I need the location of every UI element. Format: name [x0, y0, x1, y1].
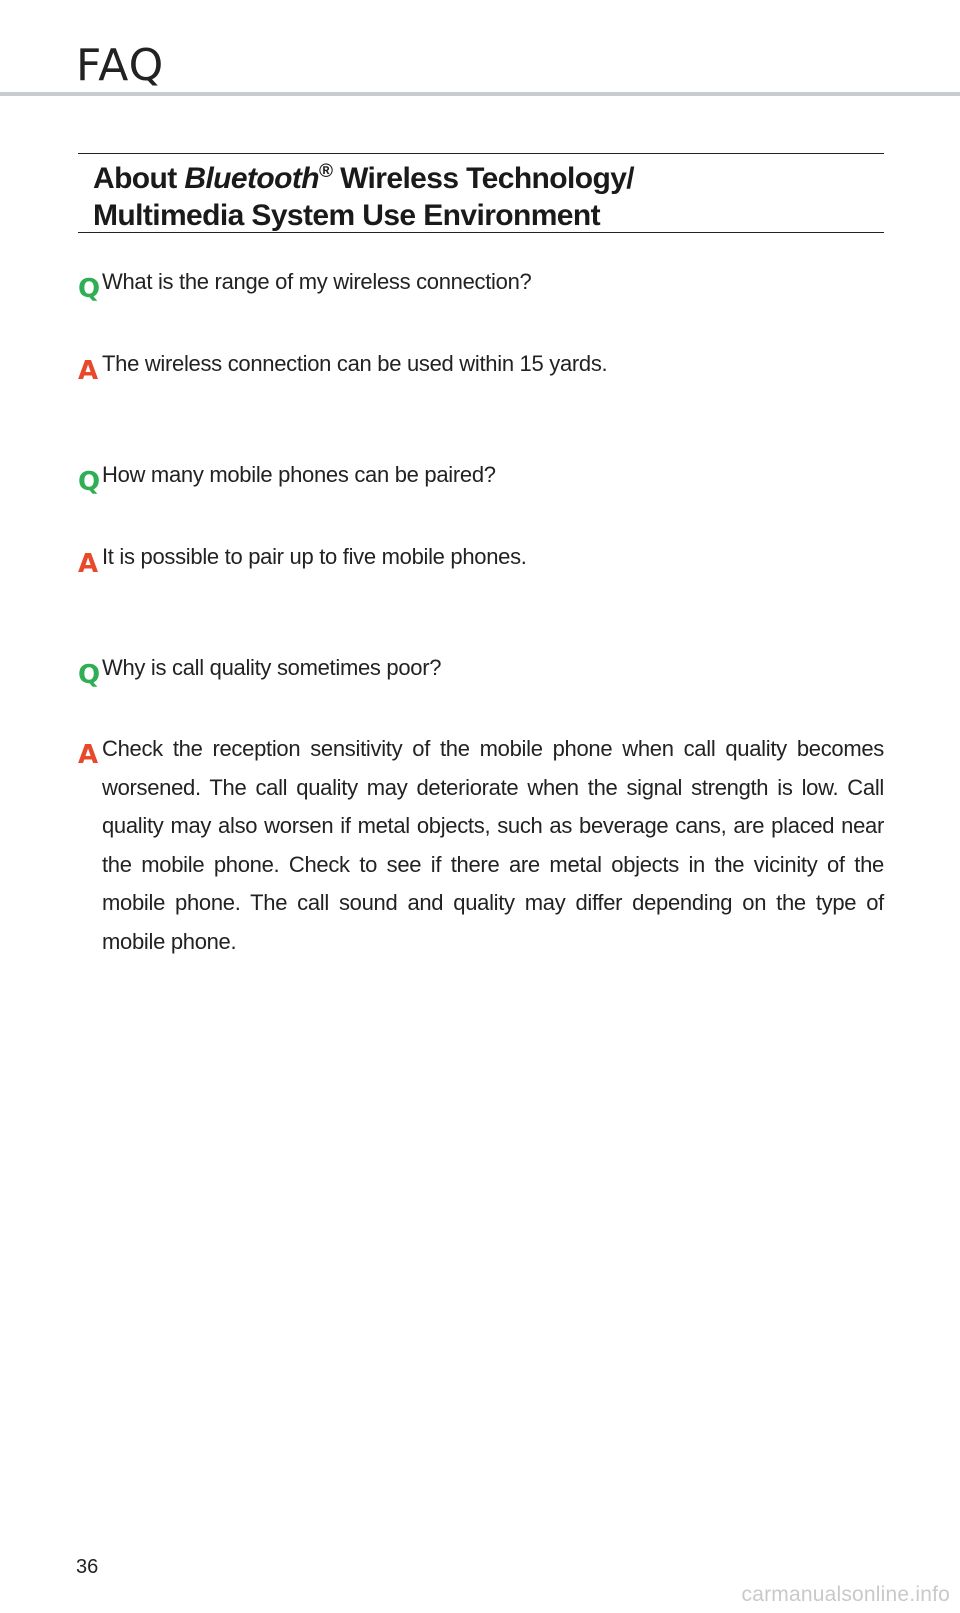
question-text: Why is call quality sometimes poor?: [102, 655, 442, 680]
page-title: FAQ: [76, 40, 165, 91]
faq-item-2: [78, 457, 884, 581]
section-title-line2: Multimedia System Use Environment: [93, 199, 601, 232]
page-number: 36: [76, 1556, 99, 1578]
watermark: carmanualsonline.info: [741, 1583, 950, 1606]
answer-marker-icon: A: [78, 740, 98, 770]
question-marker-icon: Q: [78, 467, 100, 497]
answer-text: The wireless connection can be used within 15 yards.: [102, 351, 608, 376]
answer-text: It is possible to pair up to five mobile phones.: [102, 544, 527, 569]
registered-mark: ®: [318, 161, 333, 182]
answer-2: [78, 539, 884, 581]
question-3: [78, 650, 884, 692]
answer-text: Check the reception sensitivity of the mobile phone when call quality becomes worsened. The call quality may deteriorate when the signal strength is low. Call quality may also worsen if metal objects, such as beverage cans, are placed near the mobile phone. Check to see if there are metal objects in the vicinity of the mobile phone. The call sound and quality may differ depending on the type of mobile phone.: [102, 736, 884, 954]
question-marker-icon: Q: [78, 660, 100, 690]
section-title-prefix: About: [93, 162, 185, 195]
page-header: [0, 0, 960, 100]
question-2: [78, 457, 884, 499]
section-title-brand: Bluetooth: [184, 162, 319, 195]
section-title: [93, 160, 884, 234]
answer-marker-icon: A: [78, 356, 98, 386]
question-marker-icon: Q: [78, 274, 100, 304]
answer-marker-icon: A: [78, 549, 98, 579]
answer-1: [78, 346, 884, 388]
header-divider: [0, 92, 960, 96]
answer-3: [78, 730, 884, 961]
faq-item-3: [78, 650, 884, 961]
section-title-line1: Wireless Technology/: [332, 162, 635, 195]
question-text: How many mobile phones can be paired?: [102, 462, 496, 487]
section-heading: [78, 153, 884, 233]
question-text: What is the range of my wireless connection?: [102, 269, 532, 294]
question-1: [78, 264, 884, 306]
faq-item-1: [78, 264, 884, 388]
